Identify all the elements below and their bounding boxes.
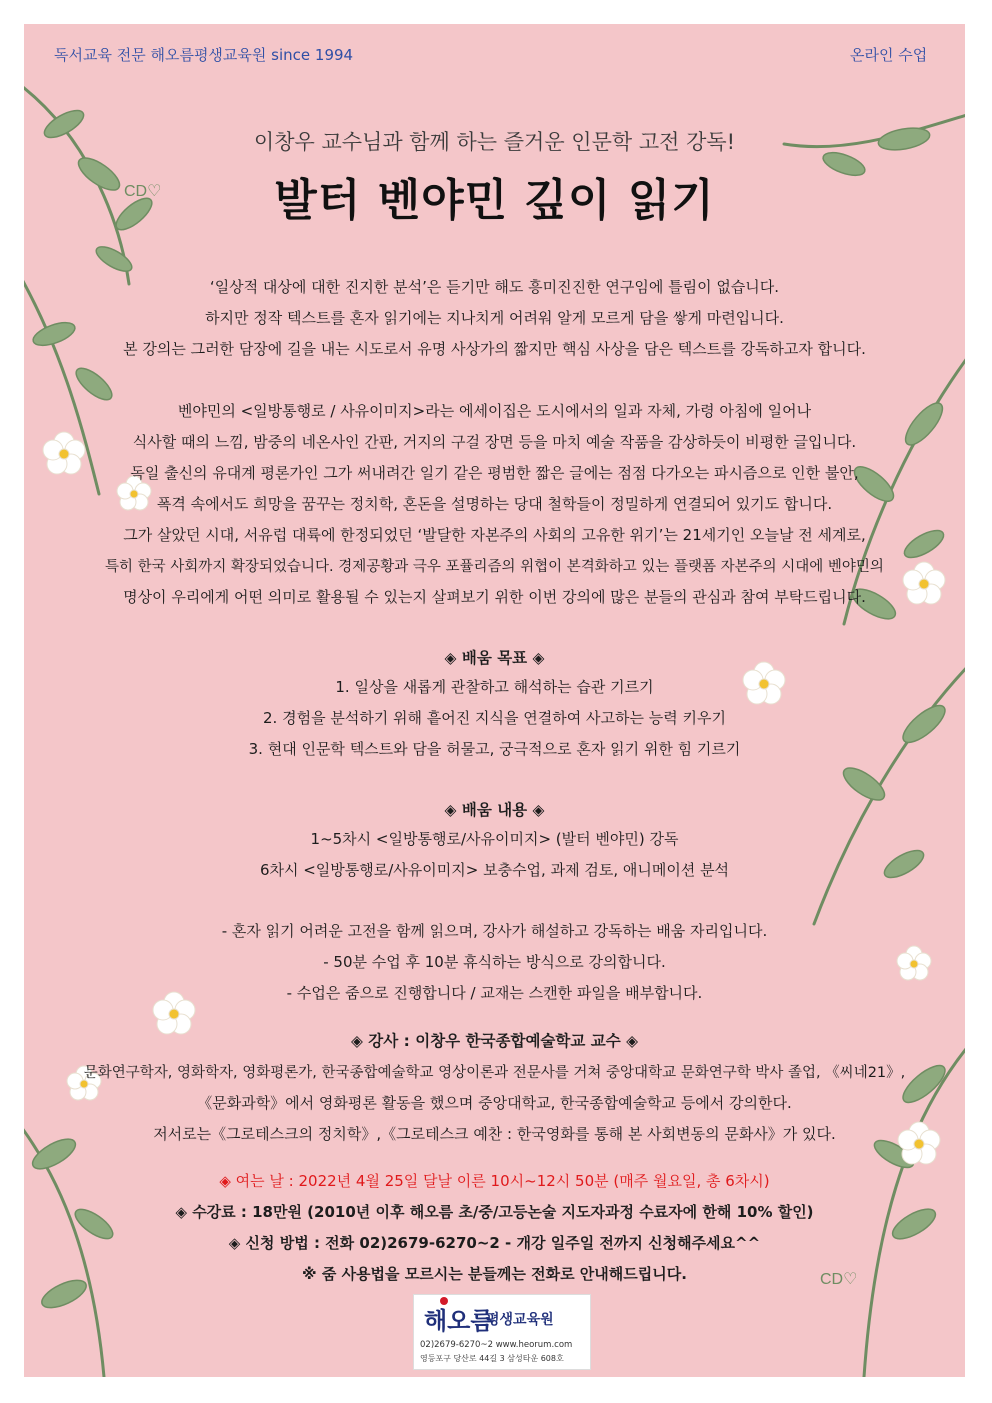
body-line: 식사할 때의 느낌, 밤중의 네온사인 간판, 거지의 구걸 장면 등을 마치 예술 작품을 감상하듯이 비평한 글입니다. <box>132 433 857 451</box>
intro-line: 하지만 정작 텍스트를 혼자 읽기에는 지나치게 어려워 알게 모르게 담을 쌓게 마련입니다. <box>205 309 784 327</box>
body-line: 폭격 속에서도 희망을 꿈꾸는 정치학, 혼돈을 설명하는 당대 철학들이 정밀하게 연결되어 있기도 합니다. <box>156 495 833 513</box>
header-left: 독서교육 전문 해오름평생교육원 since 1994 <box>54 46 354 64</box>
goal-item: 1. 일상을 새롭게 관찰하고 해석하는 습관 기르기 <box>335 678 654 696</box>
content-note: - 수업은 줌으로 진행합니다 / 교재는 스캔한 파일을 배부합니다. <box>286 984 703 1002</box>
logo-address: 영등포구 당산로 44길 3 삼성타운 608호 <box>420 1354 564 1363</box>
header-right: 온라인 수업 <box>850 46 928 64</box>
leaf <box>71 363 116 405</box>
start-date: ◈ 여는 날 : 2022년 4월 25일 달날 이른 10시~12시 50분 (매주 월요일, 총 6차시) <box>219 1172 770 1190</box>
body-line: 그가 살았던 시대, 서유럽 대륙에 한정되었던 ‘발달한 자본주의 사회의 고유한 위기’는 21세기인 오늘날 전 세계로, <box>123 526 866 544</box>
goal-item: 2. 경험을 분석하기 위해 흩어진 지식을 연결하여 사고하는 능력 키우기 <box>263 709 726 727</box>
leaf <box>93 242 136 276</box>
goals-heading: ◈ 배움 목표 ◈ <box>444 649 545 667</box>
content-item: 6차시 <일방통행로/사유이미지> 보충수업, 과제 검토, 애니메이션 분석 <box>259 861 730 879</box>
logo-brand: 해오름 <box>424 1307 494 1335</box>
institute-logo <box>413 1294 591 1370</box>
body-line: 벤야민의 <일방통행로 / 사유이미지>라는 에세이집은 도시에서의 일과 자체, 가령 아침에 일어나 <box>177 402 812 420</box>
zoom-note: ※ 줌 사용법을 모르시는 분들께는 전화로 안내해드립니다. <box>302 1265 687 1283</box>
deco-text-bottom: CD♡ <box>820 1271 858 1288</box>
application-method: ◈ 신청 방법 : 전화 02)2679-6270~2 - 개강 일주일 전까지 신청해주세요^^ <box>228 1234 761 1252</box>
deco-text-top: CD♡ <box>124 183 162 200</box>
poster <box>24 24 965 1377</box>
subtitle: 이창우 교수님과 함께 하는 즐거운 인문학 고전 강독! <box>253 130 736 154</box>
content-item: 1~5차시 <일방통행로/사유이미지> (발터 벤야민) 강독 <box>310 830 679 848</box>
body-line: 명상이 우리에게 어떤 의미로 활용될 수 있는지 살펴보기 위한 이번 강의에 많은 분들의 관심과 참여 부탁드립니다. <box>123 588 866 606</box>
content-note: - 50분 수업 후 10분 휴식하는 방식으로 강의합니다. <box>323 953 666 971</box>
instructor-heading: ◈ 강사 : 이창우 한국종합예술학교 교수 ◈ <box>350 1032 638 1050</box>
intro-line: ‘일상적 대상에 대한 진지한 분석’은 듣기만 해도 흥미진진한 연구임에 틀림이 없습니다. <box>209 278 780 296</box>
tuition-fee: ◈ 수강료 : 18만원 (2010년 이후 해오름 초/중/고등논술 지도자과정 수료자에 한해 10% 할인) <box>175 1203 814 1221</box>
vine-right-mid <box>814 664 965 924</box>
logo-contact: 02)2679-6270~2 www.heorum.com <box>420 1340 573 1350</box>
logo-name: 평생교육원 <box>486 1312 554 1328</box>
instructor-bio: 문화연구학자, 영화학자, 영화평론가, 한국종합예술학교 영상이론과 전문사를 거쳐 중앙대학교 문화연구학 박사 졸업, 《씨네21》, <box>83 1065 906 1081</box>
content-heading: ◈ 배움 내용 ◈ <box>444 801 545 819</box>
instructor-bio: 저서로는《그로테스크의 정치학》,《그로테스크 예찬 : 한국영화를 통해 본 사회변동의 문화사》가 있다. <box>153 1125 836 1143</box>
page-title: 발터 벤야민 깊이 읽기 <box>274 175 715 226</box>
body-line: 특히 한국 사회까지 확장되었습니다. 경제공황과 극우 포퓰리즘의 위협이 본격화하고 있는 플랫폼 자본주의 시대에 벤야민의 <box>105 559 884 575</box>
intro-line: 본 강의는 그러한 담장에 길을 내는 시도로서 유명 사상가의 짧지만 핵심 사상을 담은 텍스트를 강독하고자 합니다. <box>123 340 866 358</box>
goal-item: 3. 현대 인문학 텍스트와 담을 허물고, 궁극적으로 혼자 읽기 위한 힘 기르기 <box>248 740 741 758</box>
body-line: 독일 출신의 유대계 평론가인 그가 써내려간 일기 같은 평범한 짧은 글에는 점점 다가오는 파시즘으로 인한 불안, <box>130 464 859 482</box>
content-note: - 혼자 읽기 어려운 고전을 함께 읽으며, 강사가 해설하고 강독하는 배움 자리입니다. <box>221 922 768 940</box>
instructor-bio: 《문화과학》에서 영화평론 활동을 했으며 중앙대학교, 한국종합예술학교 등에서 강의한다. <box>197 1094 792 1112</box>
